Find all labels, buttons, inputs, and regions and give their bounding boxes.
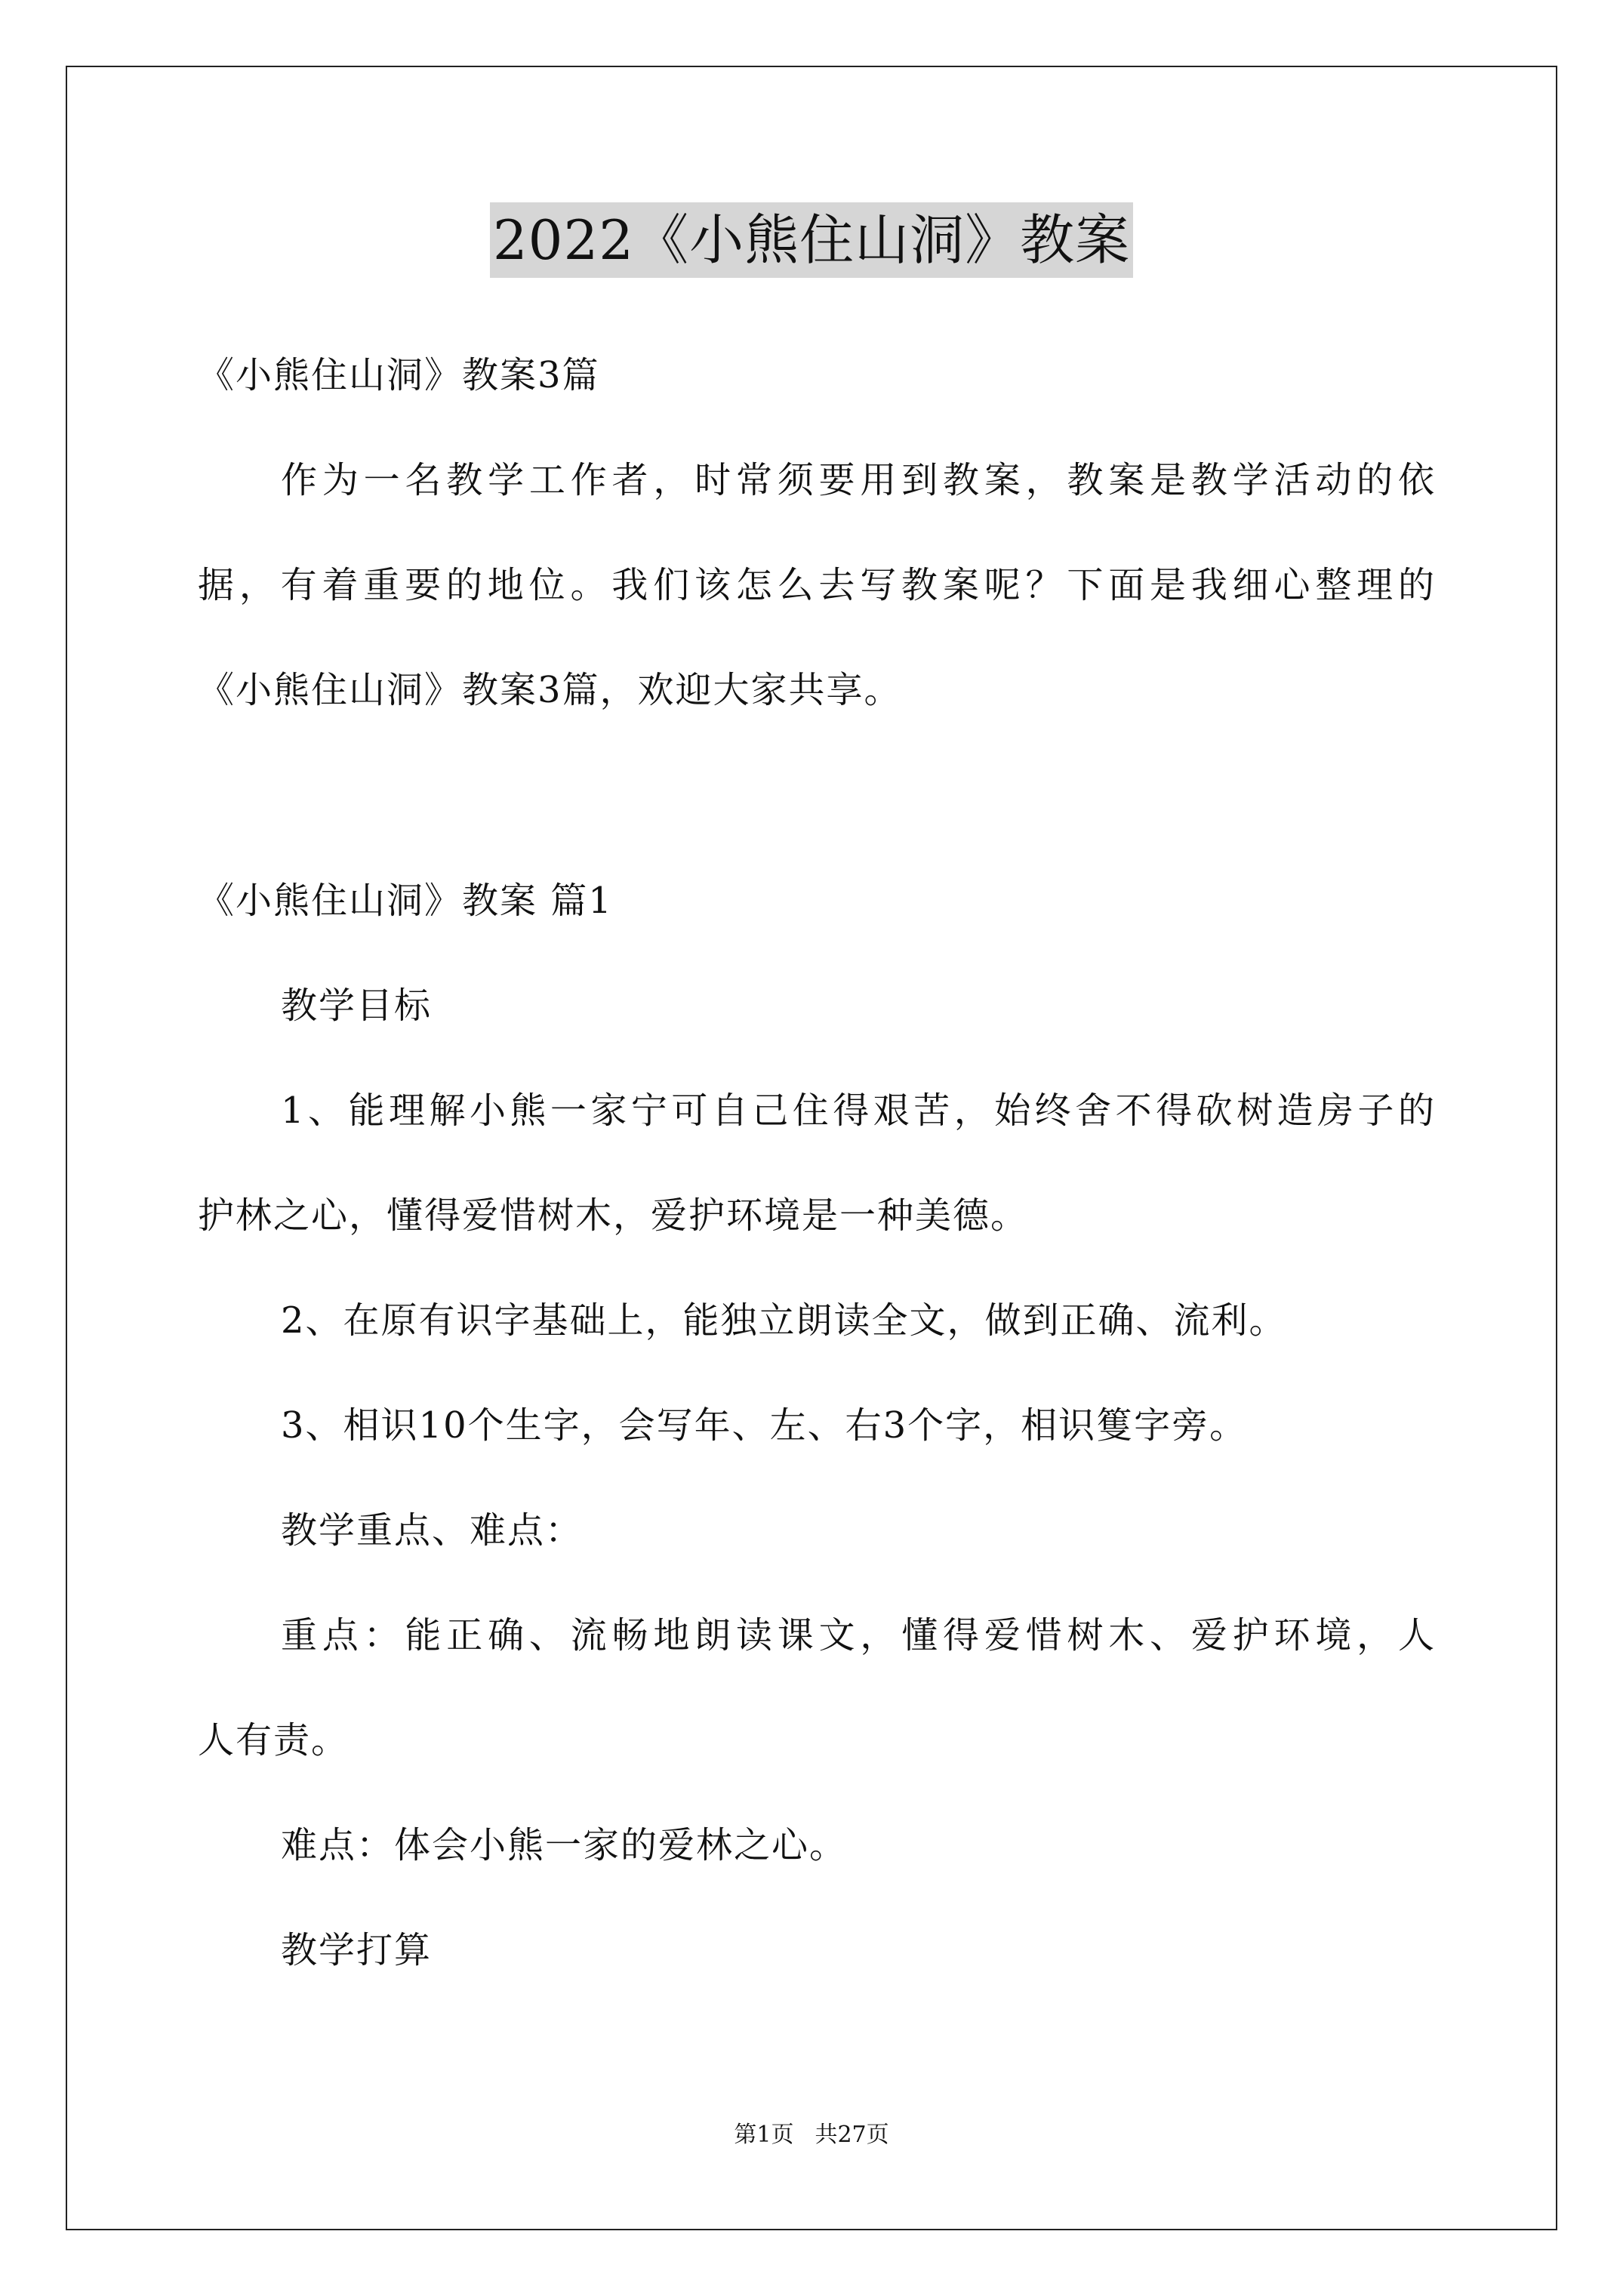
intro-line-1: 作为一名教学工作者，时常须要用到教案，教案是教学活动的依 <box>281 459 1436 501</box>
key-point-line-1: 重点：能正确、流畅地朗读课文，懂得爱惜树木、爱护环境，人 <box>281 1614 1436 1657</box>
plan-heading: 教学打算 <box>281 1929 433 1971</box>
goal-1-line-2: 护林之心，懂得爱惜树木，爱护环境是一种美德。 <box>198 1194 1029 1237</box>
document-title: 2022《小熊住山洞》教案 <box>490 202 1133 278</box>
goal-3: 3、相识10个生字，会写年、左、右3个字，相识篗字旁。 <box>281 1404 1248 1447</box>
page-number: 第1页 <box>734 2122 794 2148</box>
total-pages: 共27页 <box>815 2122 889 2148</box>
difficulty: 难点：体会小熊一家的爱林之心。 <box>281 1824 848 1866</box>
goal-2: 2、在原有识字基础上，能独立朗读全文，做到正确、流利。 <box>281 1299 1287 1342</box>
page-footer <box>0 2120 1623 2150</box>
key-point-line-2: 人有责。 <box>198 1719 350 1761</box>
intro-line-3: 《小熊住山洞》教案3篇，欢迎大家共享。 <box>198 669 902 711</box>
title-container <box>0 202 1623 278</box>
section-heading: 《小熊住山洞》教案 篇1 <box>198 880 613 922</box>
intro-line-2: 据，有着重要的地位。我们该怎么去写教案呢？下面是我细心整理的 <box>198 564 1436 606</box>
subtitle: 《小熊住山洞》教案3篇 <box>198 354 600 396</box>
goal-1-line-1: 1、能理解小熊一家宁可自己住得艰苦，始终舍不得砍树造房子的 <box>281 1089 1436 1132</box>
goals-heading: 教学目标 <box>281 985 433 1027</box>
key-heading: 教学重点、难点： <box>281 1509 584 1552</box>
